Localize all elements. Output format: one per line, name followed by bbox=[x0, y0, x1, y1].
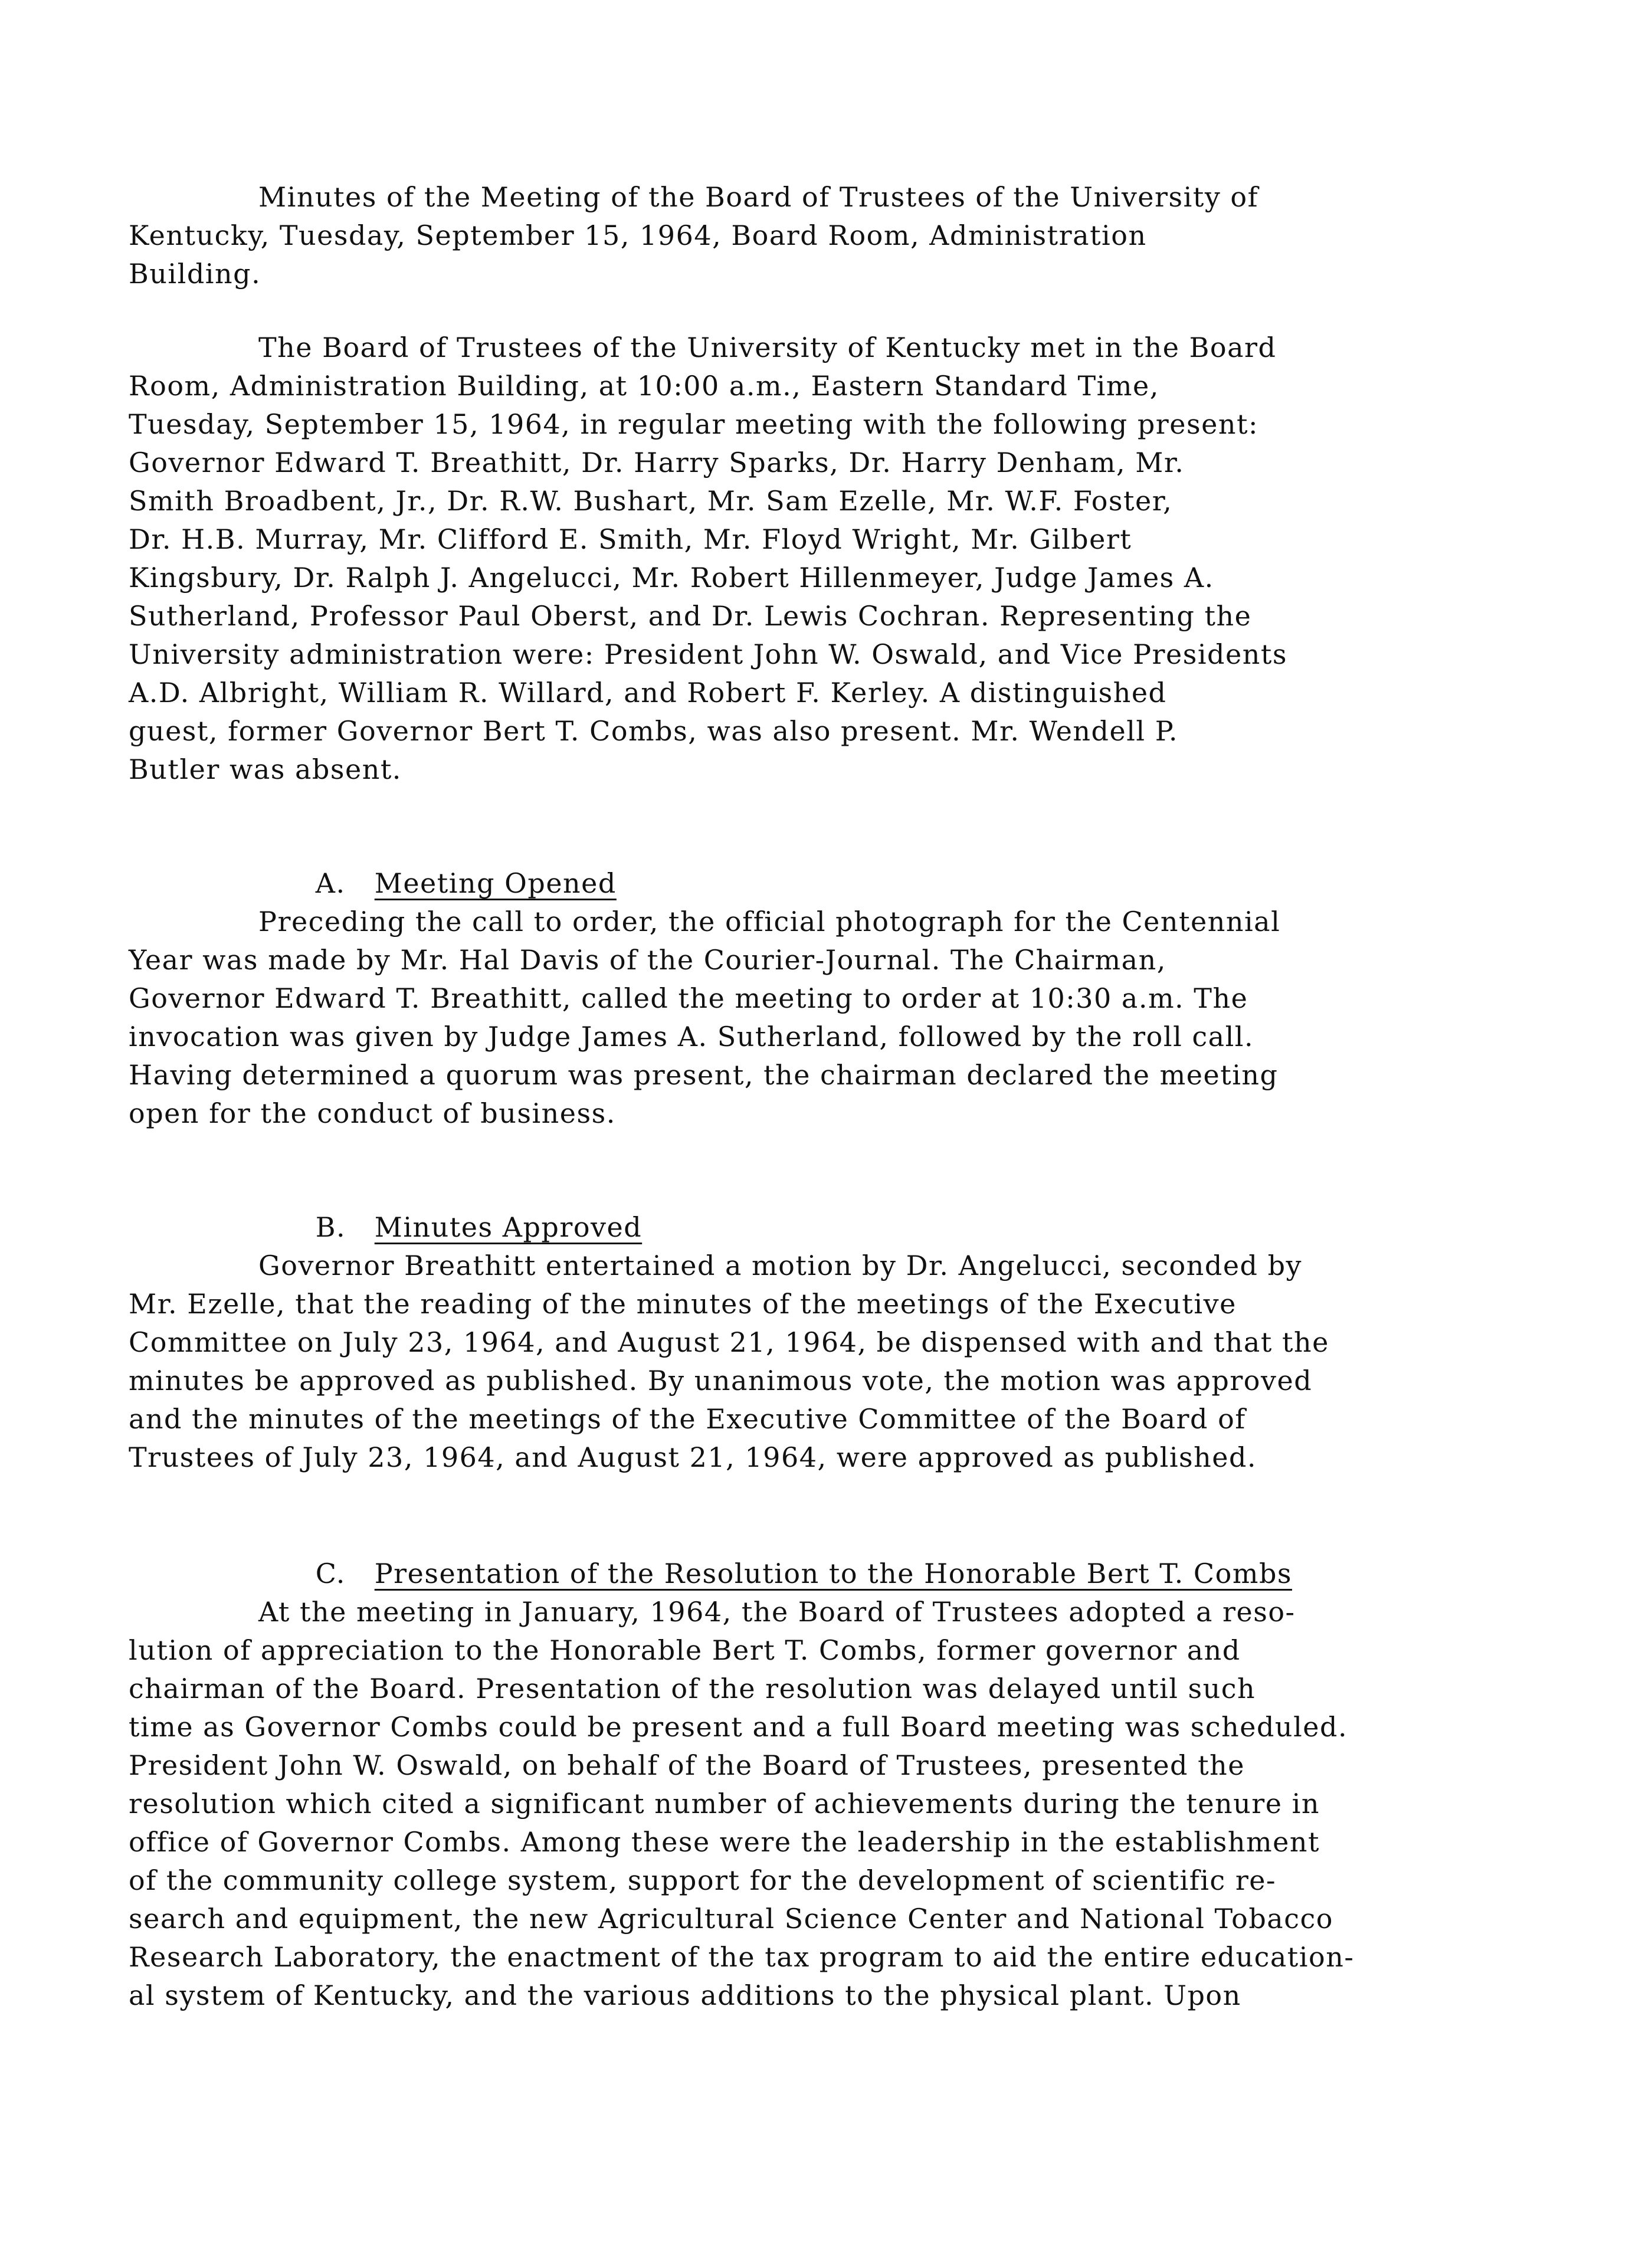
attendance-line: Kingsbury, Dr. Ralph J. Angelucci, Mr. Robert Hillenmeyer, Judge James A. bbox=[129, 562, 1214, 594]
body-line: of the community college system, support for the development of scientific re- bbox=[129, 1864, 1277, 1896]
body-line: Committee on July 23, 1964, and August 21, 1964, be dispensed with and that the bbox=[129, 1326, 1329, 1358]
body-line: invocation was given by Judge James A. Sutherland, followed by the roll call. bbox=[129, 1021, 1254, 1053]
body-line: Mr. Ezelle, that the reading of the minutes of the meetings of the Executive bbox=[129, 1288, 1237, 1320]
body-line: search and equipment, the new Agricultural Science Center and National Tobacco bbox=[129, 1903, 1333, 1935]
section-c-heading bbox=[129, 1516, 1533, 1589]
attendance-line: Governor Edward T. Breathitt, Dr. Harry Sparks, Dr. Harry Denham, Mr. bbox=[129, 447, 1185, 478]
intro-line: Minutes of the Meeting of the Board of Trustees of the University of bbox=[258, 181, 1259, 213]
attendance-line: Smith Broadbent, Jr., Dr. R.W. Bushart, Mr. Sam Ezelle, Mr. W.F. Foster, bbox=[129, 485, 1173, 517]
body-line: Having determined a quorum was present, the chairman declared the meeting bbox=[129, 1059, 1279, 1091]
section-letter: C. bbox=[315, 1558, 346, 1589]
body-line: At the meeting in January, 1964, the Board of Trustees adopted a reso- bbox=[258, 1596, 1296, 1628]
body-line: minutes be approved as published. By unanimous vote, the motion was approved bbox=[129, 1365, 1313, 1397]
section-title: Presentation of the Resolution to the Honorable Bert T. Combs bbox=[374, 1558, 1292, 1589]
body-line: and the minutes of the meetings of the Executive Committee of the Board of bbox=[129, 1403, 1246, 1435]
attendance-line: Tuesday, September 15, 1964, in regular meeting with the following present: bbox=[129, 408, 1258, 440]
intro-line: Building. bbox=[129, 258, 261, 290]
body-line: open for the conduct of business. bbox=[129, 1097, 616, 1129]
body-line: Research Laboratory, the enactment of the tax program to aid the entire education- bbox=[129, 1941, 1355, 1973]
body-line: lution of appreciation to the Honorable Bert T. Combs, former governor and bbox=[129, 1634, 1241, 1666]
attendance-line: guest, former Governor Bert T. Combs, was also present. Mr. Wendell P. bbox=[129, 715, 1179, 747]
attendance-line: Room, Administration Building, at 10:00 a.m., Eastern Standard Time, bbox=[129, 370, 1159, 402]
intro-paragraph bbox=[129, 178, 1533, 293]
attendance-line: A.D. Albright, William R. Willard, and Robert F. Kerley. A distinguished bbox=[129, 677, 1167, 709]
body-line: Trustees of July 23, 1964, and August 21, 1964, were approved as published. bbox=[129, 1441, 1257, 1473]
section-title: Meeting Opened bbox=[374, 867, 617, 899]
body-line: chairman of the Board. Presentation of the resolution was delayed until such bbox=[129, 1673, 1256, 1705]
section-title: Minutes Approved bbox=[374, 1211, 643, 1243]
section-b-body bbox=[129, 1247, 1533, 1477]
body-line: Governor Breathitt entertained a motion by Dr. Angelucci, seconded by bbox=[258, 1250, 1303, 1281]
body-line: al system of Kentucky, and the various additions to the physical plant. Upon bbox=[129, 1979, 1241, 2011]
section-letter: A. bbox=[315, 867, 346, 899]
body-line: office of Governor Combs. Among these were the leadership in the establishment bbox=[129, 1826, 1320, 1858]
attendance-paragraph bbox=[129, 329, 1533, 789]
section-letter: B. bbox=[315, 1211, 346, 1243]
body-line: Governor Edward T. Breathitt, called the meeting to order at 10:30 a.m. The bbox=[129, 982, 1248, 1014]
intro-line: Kentucky, Tuesday, September 15, 1964, Board Room, Administration bbox=[129, 219, 1147, 251]
section-b-heading bbox=[129, 1170, 1533, 1243]
attendance-line: Dr. H.B. Murray, Mr. Clifford E. Smith, Mr. Floyd Wright, Mr. Gilbert bbox=[129, 523, 1132, 555]
body-line: Preceding the call to order, the official photograph for the Centennial bbox=[258, 906, 1281, 938]
attendance-line: Sutherland, Professor Paul Oberst, and Dr. Lewis Cochran. Representing the bbox=[129, 600, 1252, 632]
section-a-heading bbox=[129, 826, 1533, 899]
section-c-body bbox=[129, 1593, 1533, 2015]
body-line: time as Governor Combs could be present and a full Board meeting was scheduled. bbox=[129, 1711, 1348, 1743]
attendance-line: University administration were: President John W. Oswald, and Vice Presidents bbox=[129, 638, 1287, 670]
body-line: Year was made by Mr. Hal Davis of the Courier-Journal. The Chairman, bbox=[129, 944, 1166, 976]
body-line: resolution which cited a significant number of achievements during the tenure in bbox=[129, 1788, 1320, 1820]
section-a-body bbox=[129, 903, 1533, 1133]
attendance-line: Butler was absent. bbox=[129, 753, 402, 785]
body-line: President John W. Oswald, on behalf of the Board of Trustees, presented the bbox=[129, 1749, 1245, 1781]
attendance-line: The Board of Trustees of the University of Kentucky met in the Board bbox=[258, 332, 1277, 363]
